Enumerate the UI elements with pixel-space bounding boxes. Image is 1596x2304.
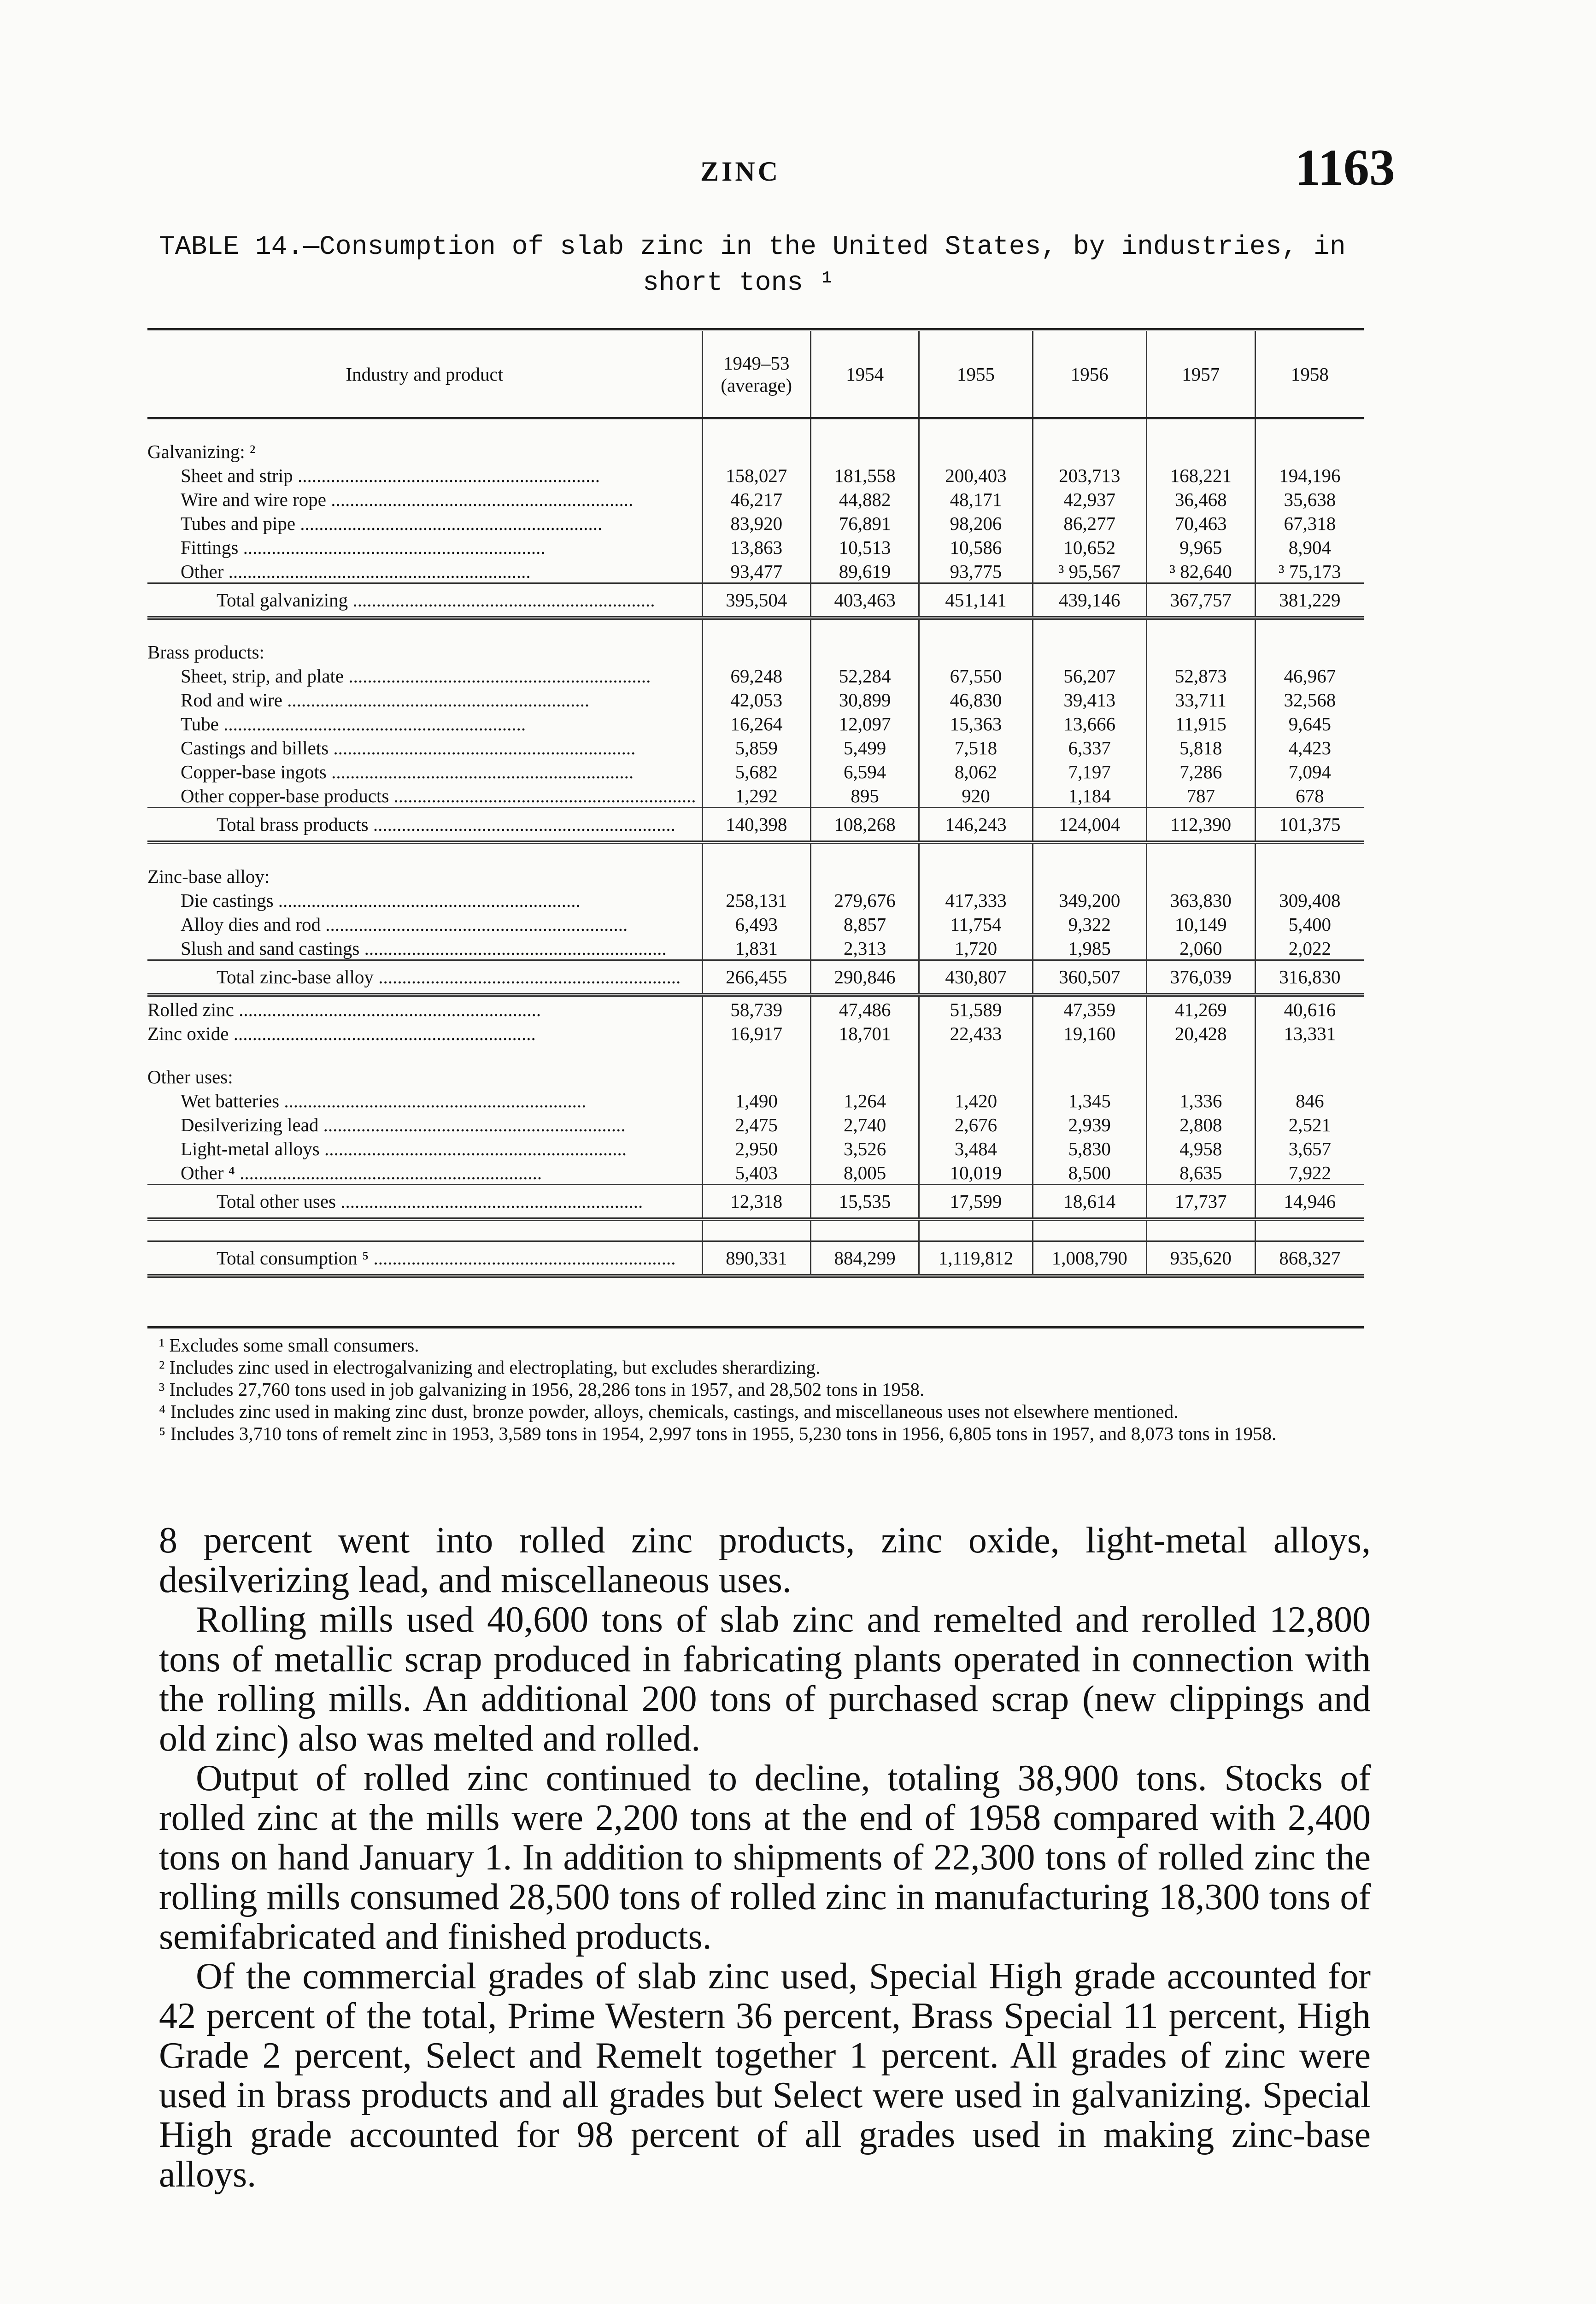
column-header: Industry and product xyxy=(147,331,702,418)
table-cell: 1,264 xyxy=(810,1088,919,1112)
table-cell: 13,666 xyxy=(1033,711,1146,735)
row-label-text: Wire and wire rope ..... xyxy=(181,489,633,510)
table-cell: 17,599 xyxy=(919,1185,1033,1220)
table-cell: 33,711 xyxy=(1146,687,1255,711)
table-cell: 69,248 xyxy=(702,663,810,687)
row-label xyxy=(147,463,702,487)
table-caption-line2: short tons ¹ xyxy=(643,268,835,298)
table-cell: 9,965 xyxy=(1146,535,1255,558)
table-cell: 58,739 xyxy=(702,995,810,1021)
table-cell: 349,200 xyxy=(1033,888,1146,911)
table-cell: 846 xyxy=(1255,1088,1364,1112)
table-cell: 363,830 xyxy=(1146,888,1255,911)
table-cell: 86,277 xyxy=(1033,511,1146,535)
table-cell xyxy=(1255,639,1364,663)
table-cell: 48,171 xyxy=(919,487,1033,511)
row-label xyxy=(147,711,702,735)
footnotes xyxy=(159,1334,1375,1445)
table-cell: 42,937 xyxy=(1033,487,1146,511)
table-cell xyxy=(810,1064,919,1088)
column-header: 1954 xyxy=(810,331,919,418)
table-row xyxy=(147,487,1364,511)
table-cell: 9,322 xyxy=(1033,911,1146,935)
table-cell: 16,917 xyxy=(702,1021,810,1045)
table-cell: 8,904 xyxy=(1255,535,1364,558)
table-cell xyxy=(919,439,1033,463)
table-cell: 1,345 xyxy=(1033,1088,1146,1112)
footnote: ² Includes zinc used in electrogalvanizing and electroplating, but excludes sherardizing. xyxy=(159,1357,821,1378)
table-row xyxy=(147,1112,1364,1136)
table-cell: 1,720 xyxy=(919,935,1033,960)
group-heading-row xyxy=(147,439,1364,463)
table-cell: 7,197 xyxy=(1033,759,1146,783)
table-cell: 12,318 xyxy=(702,1185,810,1220)
table-cell: 5,400 xyxy=(1255,911,1364,935)
table-cell: 2,022 xyxy=(1255,935,1364,960)
table-cell: 46,217 xyxy=(702,487,810,511)
row-label xyxy=(147,1021,702,1045)
table-cell: 7,922 xyxy=(1255,1160,1364,1185)
column-header: 1958 xyxy=(1255,331,1364,418)
table-cell: 2,313 xyxy=(810,935,919,960)
row-label-text: Total other uses ..... xyxy=(217,1191,643,1212)
table-cell: 18,614 xyxy=(1033,1185,1146,1220)
spacer-row xyxy=(147,1219,1364,1241)
table-cell: 1,831 xyxy=(702,935,810,960)
table-cell: 451,141 xyxy=(919,583,1033,618)
row-label xyxy=(147,935,702,960)
table-cell: 52,284 xyxy=(810,663,919,687)
table-body xyxy=(147,418,1364,1276)
row-label-text: Other ⁴ ..... xyxy=(181,1162,542,1183)
table-row xyxy=(147,535,1364,558)
consumption-table xyxy=(147,331,1364,1278)
table-cell: 895 xyxy=(810,783,919,808)
table-cell: 2,521 xyxy=(1255,1112,1364,1136)
table-cell: ³ 82,640 xyxy=(1146,558,1255,583)
footnote: ³ Includes 27,760 tons used in job galvanizing in 1956, 28,286 tons in 1957, and 28,502 tons in 1958. xyxy=(159,1379,925,1400)
row-label xyxy=(147,558,702,583)
table-cell: 1,184 xyxy=(1033,783,1146,808)
table-cell: 3,657 xyxy=(1255,1136,1364,1160)
table-cell: 46,830 xyxy=(919,687,1033,711)
table-cell: 22,433 xyxy=(919,1021,1033,1045)
row-label-text: Sheet and strip ..... xyxy=(181,465,600,486)
table-cell: 47,359 xyxy=(1033,995,1146,1021)
table-cell: 2,676 xyxy=(919,1112,1033,1136)
table-cell: 376,039 xyxy=(1146,960,1255,995)
running-header: ZINC xyxy=(700,156,781,187)
table-cell xyxy=(1146,639,1255,663)
table-cell xyxy=(702,864,810,888)
footnote: ¹ Excludes some small consumers. xyxy=(159,1334,419,1356)
table-cell xyxy=(702,639,810,663)
subtotal-row xyxy=(147,808,1364,843)
spacer-row xyxy=(147,842,1364,864)
table-cell: 1,420 xyxy=(919,1088,1033,1112)
table-cell: 8,500 xyxy=(1033,1160,1146,1185)
table-cell: 1,292 xyxy=(702,783,810,808)
table-cell: 40,616 xyxy=(1255,995,1364,1021)
table-cell xyxy=(1146,864,1255,888)
row-label xyxy=(147,808,702,843)
table-cell: 5,682 xyxy=(702,759,810,783)
row-label-text: Slush and sand castings ..... xyxy=(181,938,667,959)
table-cell: 13,331 xyxy=(1255,1021,1364,1045)
table-cell: 381,229 xyxy=(1255,583,1364,618)
table-cell: 8,635 xyxy=(1146,1160,1255,1185)
table-cell: 11,754 xyxy=(919,911,1033,935)
table-cell: 5,499 xyxy=(810,735,919,759)
table-cell: 10,149 xyxy=(1146,911,1255,935)
table-cell: 12,097 xyxy=(810,711,919,735)
table-row xyxy=(147,911,1364,935)
subtotal-row xyxy=(147,1185,1364,1220)
row-label-text: Rod and wire ..... xyxy=(181,689,589,711)
table-cell: 6,337 xyxy=(1033,735,1146,759)
table-cell: 2,740 xyxy=(810,1112,919,1136)
table-cell xyxy=(1146,1064,1255,1088)
row-label xyxy=(147,1160,702,1185)
row-label xyxy=(147,1112,702,1136)
table-cell: 5,818 xyxy=(1146,735,1255,759)
row-label xyxy=(147,511,702,535)
table-bottom-rule xyxy=(147,1326,1364,1328)
row-label xyxy=(147,639,702,663)
table-cell: 258,131 xyxy=(702,888,810,911)
table-cell: 11,915 xyxy=(1146,711,1255,735)
table-cell: 15,363 xyxy=(919,711,1033,735)
footnote: ⁵ Includes 3,710 tons of remelt zinc in 1953, 3,589 tons in 1954, 2,997 tons in 1955, 5,230 tons in 1956, 6,805 tons in 1957, and 8,073 tons in 1958. xyxy=(159,1423,1277,1444)
table-cell: 52,873 xyxy=(1146,663,1255,687)
table-cell: 403,463 xyxy=(810,583,919,618)
table-cell: 4,958 xyxy=(1146,1136,1255,1160)
group-heading-row xyxy=(147,1064,1364,1088)
row-label-text: Total zinc-base alloy ..... xyxy=(217,966,681,987)
table-cell xyxy=(1255,1064,1364,1088)
table-cell xyxy=(810,439,919,463)
row-label xyxy=(147,888,702,911)
row-label-text: Die castings ..... xyxy=(181,890,581,911)
table-row xyxy=(147,935,1364,960)
table-cell: 10,652 xyxy=(1033,535,1146,558)
table-cell: 5,859 xyxy=(702,735,810,759)
table-cell: 98,206 xyxy=(919,511,1033,535)
table-cell: 39,413 xyxy=(1033,687,1146,711)
table-cell: 8,857 xyxy=(810,911,919,935)
subtotal-row xyxy=(147,583,1364,618)
row-label xyxy=(147,960,702,995)
table-cell: 7,094 xyxy=(1255,759,1364,783)
table-row xyxy=(147,663,1364,687)
row-label xyxy=(147,783,702,808)
table-cell: 15,535 xyxy=(810,1185,919,1220)
row-label xyxy=(147,735,702,759)
table-cell: 44,882 xyxy=(810,487,919,511)
group-heading-row xyxy=(147,864,1364,888)
table-cell: ³ 75,173 xyxy=(1255,558,1364,583)
table-cell xyxy=(1146,439,1255,463)
table-cell: 868,327 xyxy=(1255,1241,1364,1276)
spacer-row xyxy=(147,418,1364,439)
row-label-text: Light-metal alloys ..... xyxy=(181,1138,627,1159)
table-cell: 266,455 xyxy=(702,960,810,995)
column-header: 1956 xyxy=(1033,331,1146,418)
table-cell: 14,946 xyxy=(1255,1185,1364,1220)
table-row xyxy=(147,783,1364,808)
row-label xyxy=(147,583,702,618)
table-cell xyxy=(702,439,810,463)
row-label xyxy=(147,1088,702,1112)
table-row xyxy=(147,735,1364,759)
table-cell: 10,019 xyxy=(919,1160,1033,1185)
table-cell xyxy=(810,864,919,888)
table-cell: 70,463 xyxy=(1146,511,1255,535)
row-label xyxy=(147,663,702,687)
table-cell: 678 xyxy=(1255,783,1364,808)
table-cell xyxy=(919,639,1033,663)
row-label-text: Castings and billets ..... xyxy=(181,737,635,758)
table-row xyxy=(147,995,1364,1021)
table-row xyxy=(147,558,1364,583)
table-cell: 5,403 xyxy=(702,1160,810,1185)
table-cell: 46,967 xyxy=(1255,663,1364,687)
row-label xyxy=(147,439,702,463)
table-cell: 316,830 xyxy=(1255,960,1364,995)
paragraph: 8 percent went into rolled zinc products, zinc oxide, light-metal alloys, desilverizing lead, and miscellaneous uses. xyxy=(159,1520,1371,1600)
row-label xyxy=(147,864,702,888)
table-cell: 30,899 xyxy=(810,687,919,711)
table-cell xyxy=(1033,1064,1146,1088)
body-text xyxy=(159,1521,1371,2194)
table-cell: 1,119,812 xyxy=(919,1241,1033,1276)
row-label xyxy=(147,1185,702,1220)
table-cell: 1,008,790 xyxy=(1033,1241,1146,1276)
row-label-text: Tubes and pipe ..... xyxy=(181,513,602,534)
row-label-text: Desilverizing lead ..... xyxy=(181,1114,626,1135)
table-cell: 7,286 xyxy=(1146,759,1255,783)
table-row xyxy=(147,1021,1364,1045)
paragraph: Of the commercial grades of slab zinc used, Special High grade accounted for 42 percent of the total, Prime Western 36 percent, Brass Special 11 percent, High Grade 2 percent, Select and Remelt together 1 percent. All grades of zinc were used in brass products and all grades but Select were used in galvanizing. Special High grade accounted for 98 percent of all grades used in making zinc-base alloys. xyxy=(159,1956,1371,2195)
row-label-text: Other uses: xyxy=(147,1066,233,1087)
table-cell: 1,985 xyxy=(1033,935,1146,960)
table-cell: 20,428 xyxy=(1146,1021,1255,1045)
table-cell: 1,336 xyxy=(1146,1088,1255,1112)
table-cell: 146,243 xyxy=(919,808,1033,843)
row-label-text: Other ..... xyxy=(181,561,531,582)
spacer-row xyxy=(147,1045,1364,1064)
table-cell: 7,518 xyxy=(919,735,1033,759)
table-cell: 32,568 xyxy=(1255,687,1364,711)
table-cell: 19,160 xyxy=(1033,1021,1146,1045)
table-cell: 2,939 xyxy=(1033,1112,1146,1136)
table-cell: 200,403 xyxy=(919,463,1033,487)
table-row xyxy=(147,511,1364,535)
row-label-text: Tube ..... xyxy=(181,713,526,735)
table-cell: 17,737 xyxy=(1146,1185,1255,1220)
row-label-text: Total consumption ⁵ ..... xyxy=(217,1247,676,1269)
table-cell: 41,269 xyxy=(1146,995,1255,1021)
table-row xyxy=(147,1136,1364,1160)
table-cell: 18,701 xyxy=(810,1021,919,1045)
table-cell: 76,891 xyxy=(810,511,919,535)
table-header-row xyxy=(147,331,1364,418)
row-label xyxy=(147,759,702,783)
table-cell: 2,060 xyxy=(1146,935,1255,960)
row-label xyxy=(147,535,702,558)
table-cell: 140,398 xyxy=(702,808,810,843)
row-label-text: Zinc oxide ..... xyxy=(147,1023,536,1044)
table-cell: 56,207 xyxy=(1033,663,1146,687)
table-row xyxy=(147,1088,1364,1112)
table-cell: 2,950 xyxy=(702,1136,810,1160)
table-cell: 10,586 xyxy=(919,535,1033,558)
table-cell: 89,619 xyxy=(810,558,919,583)
table-cell: 2,808 xyxy=(1146,1112,1255,1136)
table-caption-line1: TABLE 14.—Consumption of slab zinc in the United States, by industries, in xyxy=(159,232,1346,262)
row-label-text: Fittings ..... xyxy=(181,537,546,558)
table-cell: 47,486 xyxy=(810,995,919,1021)
table-cell: 439,146 xyxy=(1033,583,1146,618)
row-label-text: Total brass products ..... xyxy=(217,814,675,835)
table-cell: 279,676 xyxy=(810,888,919,911)
row-label-text: Sheet, strip, and plate ..... xyxy=(181,665,651,687)
row-label-text: Galvanizing: ² xyxy=(147,441,256,462)
grand-total-row xyxy=(147,1241,1364,1276)
paragraph: Rolling mills used 40,600 tons of slab zinc and remelted and rerolled 12,800 tons of metallic scrap produced in fabricating plants operated in connection with the rolling mills. An additional 200 tons of purchased scrap (new clippings and old zinc) also was melted and rolled. xyxy=(159,1599,1371,1759)
table-cell xyxy=(1033,864,1146,888)
table-cell: 10,513 xyxy=(810,535,919,558)
table-cell: 787 xyxy=(1146,783,1255,808)
table-cell: 360,507 xyxy=(1033,960,1146,995)
table-cell: 93,775 xyxy=(919,558,1033,583)
table-cell: 890,331 xyxy=(702,1241,810,1276)
table-cell: 2,475 xyxy=(702,1112,810,1136)
table-cell: 112,390 xyxy=(1146,808,1255,843)
table-cell: 430,807 xyxy=(919,960,1033,995)
table-cell: 6,594 xyxy=(810,759,919,783)
row-label-text: Wet batteries ..... xyxy=(181,1090,586,1111)
row-label-text: Alloy dies and rod ..... xyxy=(181,914,628,935)
table-cell: 67,318 xyxy=(1255,511,1364,535)
table-row xyxy=(147,711,1364,735)
table-cell: 42,053 xyxy=(702,687,810,711)
table-cell: 3,526 xyxy=(810,1136,919,1160)
column-header: 1949–53 (average) xyxy=(702,331,810,418)
subtotal-row xyxy=(147,960,1364,995)
table-cell xyxy=(1033,439,1146,463)
table-cell: 16,264 xyxy=(702,711,810,735)
row-label xyxy=(147,911,702,935)
row-label-text: Rolled zinc ..... xyxy=(147,999,541,1020)
row-label xyxy=(147,1136,702,1160)
table-cell: 83,920 xyxy=(702,511,810,535)
table-top-rule xyxy=(147,328,1364,330)
table-cell: 8,062 xyxy=(919,759,1033,783)
table-cell: 4,423 xyxy=(1255,735,1364,759)
row-label-text: Zinc-base alloy: xyxy=(147,866,270,887)
table-row xyxy=(147,1160,1364,1185)
row-label-text: Brass products: xyxy=(147,641,264,663)
table-row xyxy=(147,759,1364,783)
table-cell: 13,863 xyxy=(702,535,810,558)
paragraph: Output of rolled zinc continued to decline, totaling 38,900 tons. Stocks of rolled zinc at the mills were 2,200 tons at the end of 1958 compared with 2,400 tons on hand January 1. In addition to shipments of 22,300 tons of rolled zinc the rolling mills consumed 28,500 tons of rolled zinc in manufacturing 18,300 tons of semifabricated and finished products. xyxy=(159,1758,1371,1957)
column-header: 1957 xyxy=(1146,331,1255,418)
row-label-text: Copper-base ingots ..... xyxy=(181,761,634,782)
table-cell: 3,484 xyxy=(919,1136,1033,1160)
table-cell: 6,493 xyxy=(702,911,810,935)
table-cell: 108,268 xyxy=(810,808,919,843)
table-cell: 309,408 xyxy=(1255,888,1364,911)
row-label xyxy=(147,687,702,711)
row-label xyxy=(147,1241,702,1276)
table-cell: 935,620 xyxy=(1146,1241,1255,1276)
row-label-text: Total galvanizing ..... xyxy=(217,589,655,611)
table-cell: 93,477 xyxy=(702,558,810,583)
table-cell: 158,027 xyxy=(702,463,810,487)
table-cell: 395,504 xyxy=(702,583,810,618)
table-cell: 884,299 xyxy=(810,1241,919,1276)
table-cell xyxy=(1255,864,1364,888)
table-cell: 35,638 xyxy=(1255,487,1364,511)
table-caption xyxy=(159,229,1375,301)
group-heading-row xyxy=(147,639,1364,663)
table-cell: 194,196 xyxy=(1255,463,1364,487)
table-cell: 5,830 xyxy=(1033,1136,1146,1160)
table-row xyxy=(147,888,1364,911)
table-cell: 9,645 xyxy=(1255,711,1364,735)
table-cell: 36,468 xyxy=(1146,487,1255,511)
row-label xyxy=(147,487,702,511)
table-cell: 67,550 xyxy=(919,663,1033,687)
table-cell xyxy=(919,864,1033,888)
table-cell xyxy=(919,1064,1033,1088)
table-cell: 101,375 xyxy=(1255,808,1364,843)
spacer-row xyxy=(147,618,1364,639)
row-label xyxy=(147,995,702,1021)
table-cell xyxy=(1033,639,1146,663)
table-cell: 181,558 xyxy=(810,463,919,487)
table-cell: ³ 95,567 xyxy=(1033,558,1146,583)
table-row xyxy=(147,463,1364,487)
table-cell: 8,005 xyxy=(810,1160,919,1185)
page-number: 1163 xyxy=(1295,139,1395,196)
table-cell: 417,333 xyxy=(919,888,1033,911)
table-cell xyxy=(1255,439,1364,463)
column-header: 1955 xyxy=(919,331,1033,418)
table-cell: 124,004 xyxy=(1033,808,1146,843)
table-cell xyxy=(702,1064,810,1088)
footnote: ⁴ Includes zinc used in making zinc dust, bronze powder, alloys, chemicals, castings, and miscellaneous uses not elsewhere mentioned. xyxy=(159,1401,1179,1422)
table-cell xyxy=(810,639,919,663)
table-cell: 203,713 xyxy=(1033,463,1146,487)
table-cell: 168,221 xyxy=(1146,463,1255,487)
table-cell: 51,589 xyxy=(919,995,1033,1021)
row-label xyxy=(147,1064,702,1088)
table-cell: 920 xyxy=(919,783,1033,808)
table-cell: 290,846 xyxy=(810,960,919,995)
table-cell: 367,757 xyxy=(1146,583,1255,618)
row-label-text: Other copper-base products ..... xyxy=(181,785,696,806)
table-cell: 1,490 xyxy=(702,1088,810,1112)
table-row xyxy=(147,687,1364,711)
